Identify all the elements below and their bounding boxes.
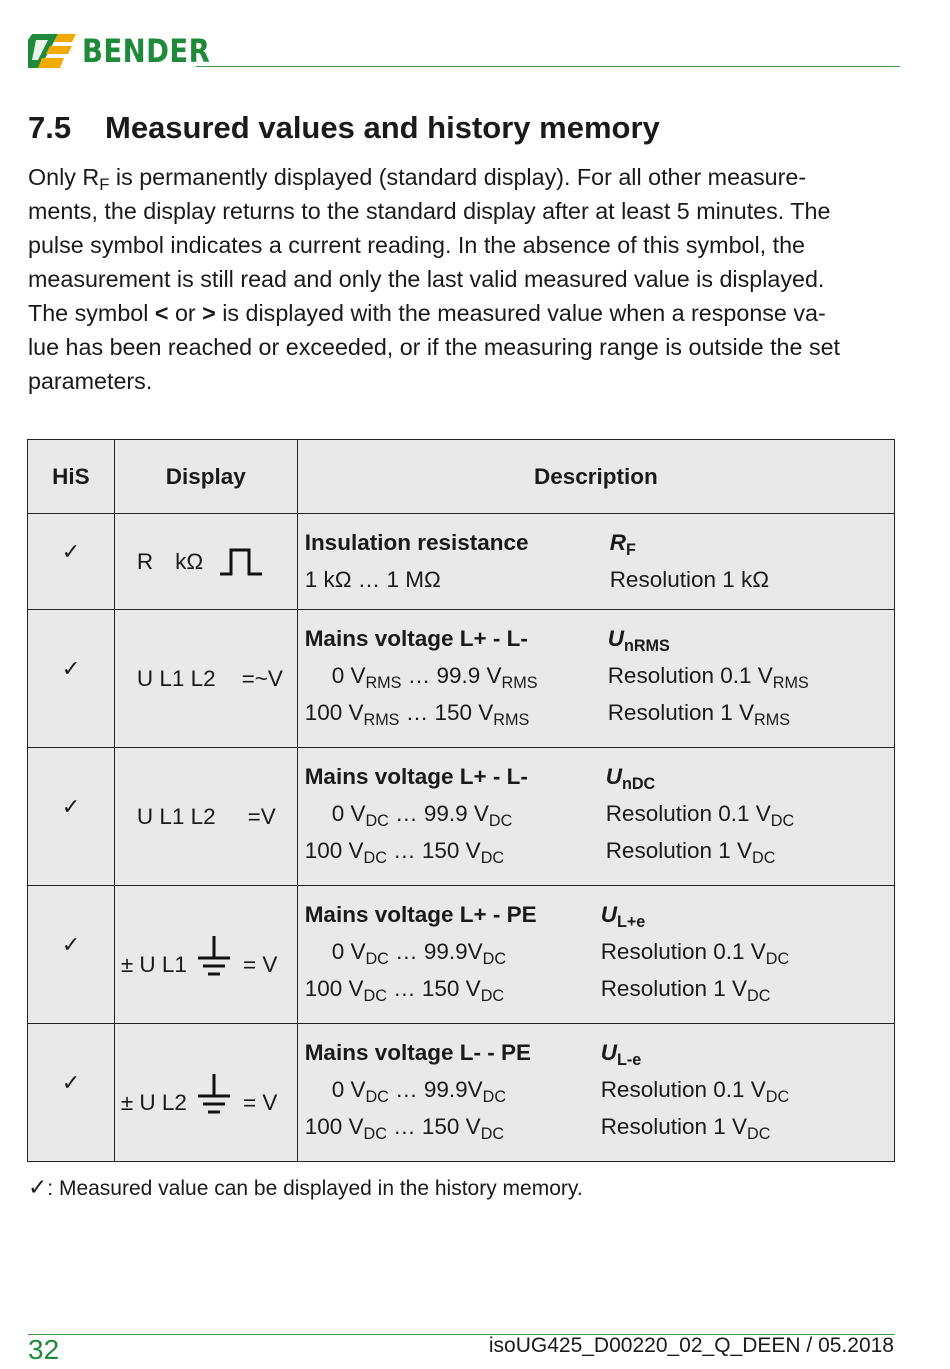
footnote-text: : Measured value can be displayed in the history memory. bbox=[47, 1177, 583, 1200]
range-text: 1 kΩ … 1 MΩ bbox=[304, 567, 441, 592]
table-row bbox=[28, 748, 895, 886]
intro-sub: F bbox=[99, 175, 110, 195]
display-cell bbox=[115, 666, 297, 692]
table-header-row bbox=[28, 440, 895, 514]
display-text: = V bbox=[242, 951, 278, 977]
description-cell: Mains voltage L+ - L- 0 $V_{DC}$ … 99.9 $V_{DC}$ 100 $V_{DC}$ … 150 $V_{DC}$ $U_{nDC}$ Resolution 0.1 $V_{DC}$ Resolution 1 $V_{DC}$ bbox=[298, 748, 894, 885]
intro-text: pulse symbol indicates a current reading. In the absence of this symbol, the bbox=[28, 232, 805, 258]
intro-text: or bbox=[168, 300, 203, 326]
intro-text: The symbol bbox=[28, 300, 155, 326]
table-row bbox=[28, 514, 895, 610]
header-his: HiS bbox=[28, 440, 115, 514]
intro-text: measurement is still read and only the last valid measured value is displayed. bbox=[28, 266, 825, 292]
description-title: Mains voltage L+ - PE bbox=[304, 902, 537, 927]
display-text: ± U L2 bbox=[120, 1089, 187, 1115]
description-cell: Mains voltage L- - PE 0 $V_{DC}$ … $99.9V_{DC}$ 100 $V_{DC}$ … 150 $V_{DC}$ $U_{L-e}$ Resolution 0.1 $V_{DC}$ Resolution 1 $V_{DC}$ bbox=[298, 1024, 894, 1161]
footnote bbox=[28, 1174, 583, 1201]
description-cell: Mains voltage L+ - L- 0 $V_{RMS}$ … 99.9 $V_{RMS}$ 100 $V_{RMS}$ … 150 $V_{RMS}$ $U_{nRMS}$ Resolution 0.1 $V_{RMS}$ Resolution 1 $V_{RMS}$ bbox=[298, 610, 894, 747]
brand-name: BENDER bbox=[82, 32, 211, 70]
description-cell: Mains voltage L+ - PE 0 $V_{DC}$ … $99.9V_{DC}$ 100 $V_{DC}$ … 150 $V_{DC}$ $U_{L+e}$ Resolution 0.1 $V_{DC}$ Resolution 1 $V_{DC}$ bbox=[298, 886, 894, 1023]
symbol-sub: L-e bbox=[616, 1050, 642, 1069]
intro-text: is displayed with the measured value when a response va- bbox=[215, 300, 826, 326]
display-text: kΩ bbox=[175, 548, 204, 574]
header-rule bbox=[196, 66, 900, 67]
description-title: Mains voltage L+ - L- bbox=[304, 764, 528, 789]
display-text: = V bbox=[242, 1089, 278, 1115]
symbol-sub: nDC bbox=[621, 774, 656, 793]
description-title: Mains voltage L+ - L- bbox=[304, 626, 528, 651]
less-than-symbol: < bbox=[154, 300, 169, 326]
page-header bbox=[28, 30, 900, 70]
display-text: ± U L1 bbox=[120, 951, 187, 977]
ground-icon bbox=[197, 1074, 231, 1116]
header-display: Display bbox=[114, 440, 297, 514]
display-cell bbox=[115, 547, 297, 577]
description-cell bbox=[298, 514, 894, 609]
display-text: U L1 L2 bbox=[136, 803, 216, 829]
check-icon: ✓ bbox=[28, 1174, 48, 1200]
pulse-icon bbox=[219, 547, 263, 577]
description-title: Insulation resistance bbox=[304, 530, 529, 555]
check-icon: ✓ bbox=[61, 793, 81, 819]
description-title: Mains voltage L- - PE bbox=[304, 1040, 531, 1065]
display-text: =~V bbox=[241, 665, 283, 691]
bender-logo-icon bbox=[28, 34, 76, 68]
section-heading bbox=[28, 110, 660, 146]
intro-text: is permanently displayed (standard display). For all other measure- bbox=[109, 164, 807, 190]
symbol-text: U bbox=[600, 902, 617, 927]
section-number: 7.5 bbox=[28, 110, 72, 145]
ground-icon bbox=[197, 936, 231, 978]
symbol-text: R bbox=[609, 530, 626, 555]
symbol-sub: nRMS bbox=[623, 636, 670, 655]
check-icon: ✓ bbox=[61, 655, 81, 681]
check-icon: ✓ bbox=[61, 1069, 81, 1095]
intro-text: Only R bbox=[28, 164, 100, 190]
table-row bbox=[28, 1024, 895, 1162]
page-number: 32 bbox=[28, 1334, 60, 1365]
check-icon: ✓ bbox=[61, 538, 81, 564]
check-icon: ✓ bbox=[61, 931, 81, 957]
header-description: Description bbox=[297, 440, 894, 514]
display-text: R bbox=[136, 548, 154, 574]
intro-paragraph bbox=[28, 160, 896, 398]
symbol-sub: F bbox=[625, 540, 636, 559]
intro-text: ments, the display returns to the standard display after at least 5 minutes. The bbox=[28, 198, 831, 224]
section-title: Measured values and history memory bbox=[105, 110, 660, 145]
history-table bbox=[27, 439, 895, 1162]
table-row bbox=[28, 610, 895, 748]
resolution-text: Resolution 1 kΩ bbox=[609, 567, 770, 592]
display-cell bbox=[115, 1072, 297, 1114]
display-cell bbox=[115, 934, 297, 976]
table-row bbox=[28, 886, 895, 1024]
greater-than-symbol: > bbox=[202, 300, 216, 326]
display-text: U L1 L2 bbox=[136, 665, 216, 691]
symbol-text: U bbox=[600, 1040, 617, 1065]
display-cell bbox=[115, 804, 297, 830]
symbol-text: U bbox=[605, 764, 622, 789]
display-text: =V bbox=[247, 803, 276, 829]
symbol-sub: L+e bbox=[616, 912, 646, 931]
intro-text: lue has been reached or exceeded, or if the measuring range is outside the set bbox=[28, 334, 841, 360]
document-id: isoUG425_D00220_02_Q_DEEN / 05.2018 bbox=[488, 1334, 894, 1357]
intro-text: parameters. bbox=[28, 368, 153, 394]
symbol-text: U bbox=[607, 626, 624, 651]
